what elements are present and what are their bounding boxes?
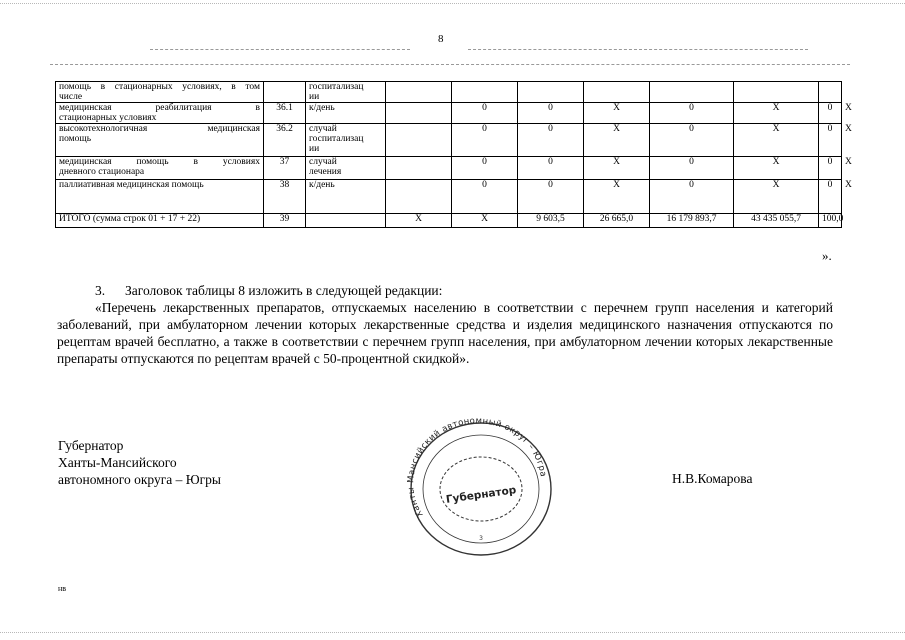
table-cell [386,180,452,214]
table-cell: 0 [819,180,842,214]
table-cell: 43 435 055,7 [734,214,819,228]
table-cell [819,82,842,103]
rates-table [55,81,852,228]
table-cell: X [734,124,819,157]
row-description: ИТОГО (сумма строк 01 + 17 + 22) [56,214,264,228]
scan-artifact-bottom [0,632,905,633]
position-line: Ханты-Мансийского [58,455,177,470]
table-cell: X [584,157,650,180]
signature-position [58,437,221,488]
table-row: паллиативная медицинская помощь 38 к/день 0 0 X 0 X 0 X [56,180,842,214]
table-cell [386,157,452,180]
scan-artifact-top [0,3,905,4]
row-number: 36.1 [264,103,306,124]
table-cell: 0 [518,157,584,180]
seal-center-text: Губернатор [445,484,517,506]
row-number: 37 [264,157,306,180]
table-cell: 0 [452,180,518,214]
row-unit: случай госпитализац ии [306,124,386,157]
row-number: 38 [264,180,306,214]
table-cell: X [584,103,650,124]
table-cell: 0 [518,180,584,214]
row-description: медицинская реабилитация в стационарных условиях [56,103,264,124]
row-number: 39 [264,214,306,228]
table-total-row [56,214,842,228]
table-cell [584,82,650,103]
row-unit: к/день [306,180,386,214]
table-cell: 0 [650,124,734,157]
item-lead-text: Заголовок таблицы 8 изложить в следующей редакции: [125,283,443,298]
table-cell: 0 [650,103,734,124]
signer-name: Н.В.Комарова [672,471,753,486]
table-cell: 0 [452,124,518,157]
table-cell: 0 [518,124,584,157]
table-cell: 26 665,0 [584,214,650,228]
table-cell [386,82,452,103]
seal-bottom-mark: 3 [479,535,483,542]
table-cell: 0 [819,157,842,180]
table-cell: X [386,214,452,228]
page-number: 8 [438,33,444,45]
row-number: 36.2 [264,124,306,157]
table-cell: 9 603,5 [518,214,584,228]
row-unit: случай лечения [306,157,386,180]
table-cell: 0 [650,180,734,214]
table-cell: 100,0 [819,214,842,228]
table-cell [452,82,518,103]
item-number: 3. [95,283,106,298]
table-cell: 0 [819,124,842,157]
seal-ring-text: Ханты-Мансийский автономный округ – Югра [406,417,548,519]
table-cell: X [734,157,819,180]
executor-initials: нв [58,584,67,593]
row-unit: к/день [306,103,386,124]
position-line: автономного округа – Югры [58,472,221,487]
table-row: медицинская реабилитация в стационарных условиях 36.1 к/день 0 0 X 0 X 0 X [56,103,842,124]
table-cell: X [734,180,819,214]
row-description: высокотехнологичная медицинская помощь [56,124,264,157]
row-unit: госпитализац ии [306,82,386,103]
header-rule-lower [50,64,850,65]
row-description: медицинская помощь в условиях дневного стационара [56,157,264,180]
closing-quote: ». [822,248,832,263]
official-seal-stamp [405,417,555,562]
table-row: высокотехнологичная медицинская помощь 36.2 случай госпитализац ии 0 0 X 0 X 0 X [56,124,842,157]
row-description: паллиативная медицинская помощь [56,180,264,214]
table-row [56,82,842,103]
table-cell: X [734,103,819,124]
row-unit [306,214,386,228]
table-cell [518,82,584,103]
table-cell: 0 [650,157,734,180]
row-number [264,82,306,103]
item-body-text: «Перечень лекарственных препаратов, отпускаемых населению в соответствии с перечнем групп населения и категорий заболеваний, при амбулаторном лечении которых лекарственные средства и изделия медицинского назначения отпускаются по рецептам врачей бесплатно, а также в соответствии с перечнем групп населения, при амбулаторном лечении которых лекарственные препараты отпускаются по рецептам врачей с 50-процентной скидкой». [57,300,833,366]
table-cell [734,82,819,103]
table-cell [386,124,452,157]
table-cell [650,82,734,103]
table-cell: 0 [452,157,518,180]
table-cell: 0 [452,103,518,124]
table-cell: X [452,214,518,228]
table-row: медицинская помощь в условиях дневного стационара 37 случай лечения 0 0 X 0 X 0 X [56,157,842,180]
position-line: Губернатор [58,438,124,453]
table-cell: 0 [819,103,842,124]
header-rule-left [150,49,410,50]
table-cell: X [584,180,650,214]
table-cell: X [584,124,650,157]
header-rule-right [468,49,808,50]
table-cell [386,103,452,124]
table-cell: 0 [518,103,584,124]
table-cell: 16 179 893,7 [650,214,734,228]
row-description: помощь в стационарных условиях, в том числе [56,82,264,103]
